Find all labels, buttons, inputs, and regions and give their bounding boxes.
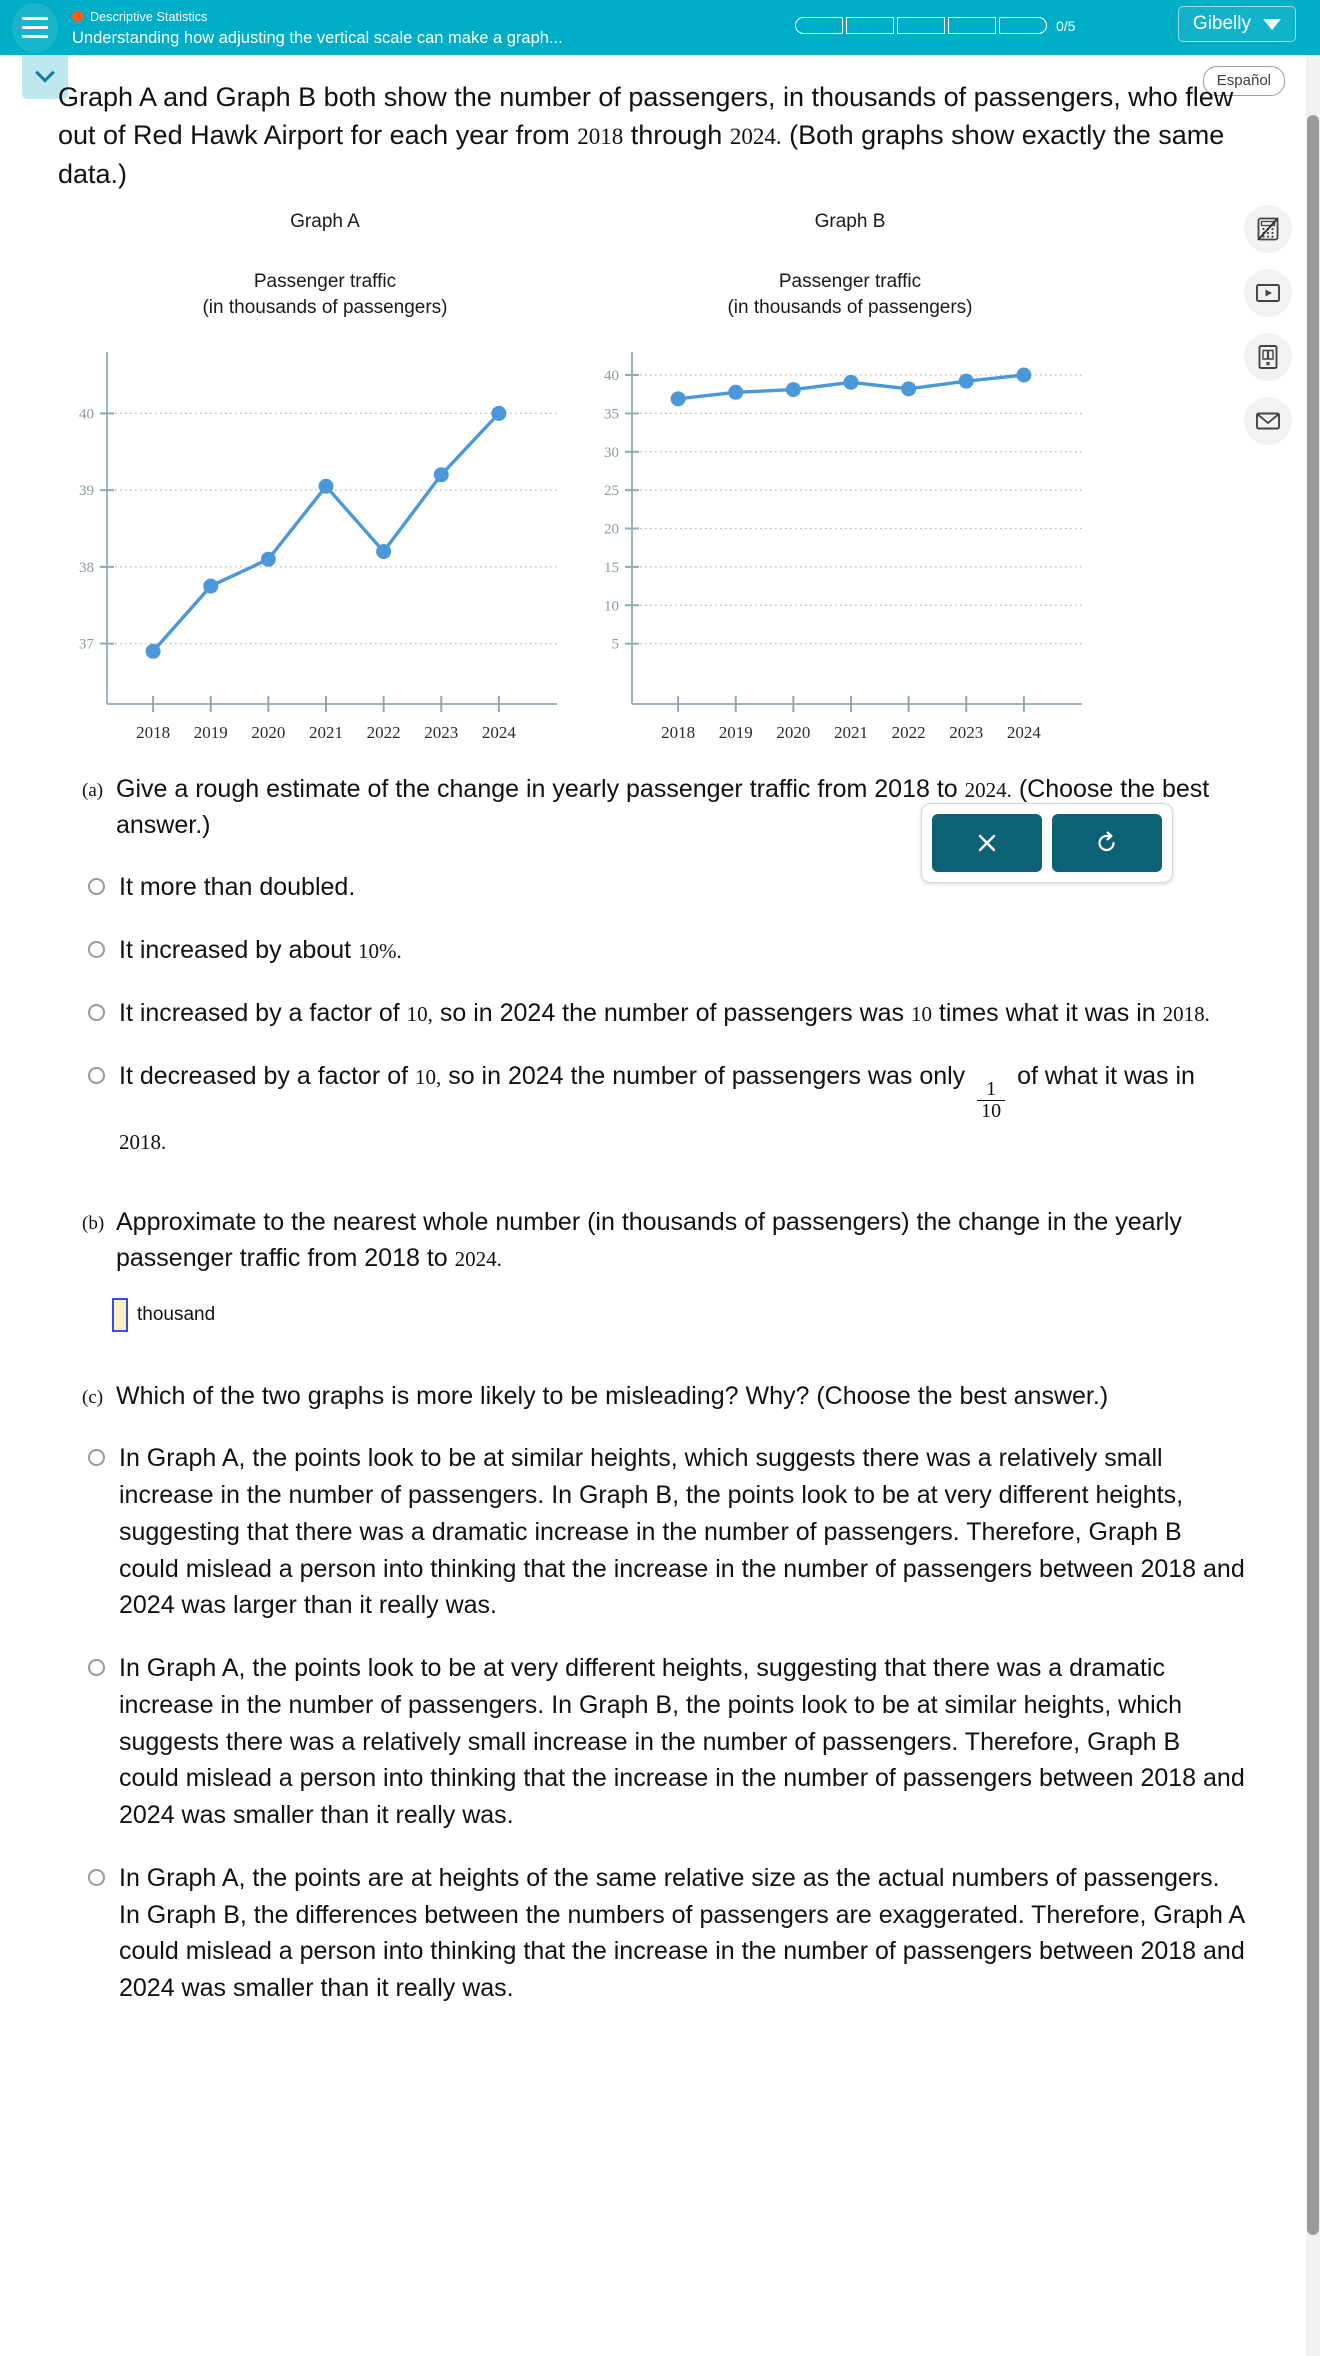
svg-text:2023: 2023	[424, 723, 459, 743]
choice-a-1-label: It more than doubled.	[119, 873, 356, 902]
svg-text:2024: 2024	[481, 723, 516, 743]
graph-b-svg	[570, 334, 1100, 764]
espanol-button[interactable]: Español	[1203, 66, 1285, 96]
radio-icon[interactable]	[88, 1449, 105, 1466]
question-a-year: 2024.	[964, 777, 1012, 802]
choice-a-2-label	[119, 932, 1246, 969]
radio-icon[interactable]	[88, 878, 105, 895]
choice-a-4-label	[119, 1058, 1246, 1160]
question-b-text	[116, 1204, 1246, 1277]
progress-indicator	[795, 17, 1075, 34]
graph-a-title-line2: (in thousands of passengers)	[202, 296, 448, 318]
question-b-text-2: passengers) the change in the yearly passenger traffic	[116, 1207, 1182, 1272]
choice-c-2-label: In Graph A, the points look to be at very different heights, suggesting that there was a dramatic increase in the number of passengers. In Graph B, the points look to be at similar heights, which suggests there was a relatively small increase in the number of passengers. Therefore, Graph B could mislead a person into thinking that the increase in the number of passengers between 2018 and 2024 was smaller than it really was.	[119, 1654, 1245, 1830]
choice-a-3[interactable]	[82, 995, 1246, 1032]
progress-pip	[948, 17, 996, 34]
choice-a-3-post: so in 2024 the number of passengers was	[432, 998, 911, 1027]
choice-c-3[interactable]	[82, 1860, 1246, 2007]
svg-text:2020: 2020	[776, 723, 811, 743]
graph-b-plot	[570, 334, 1130, 764]
choice-a-3-num: 10,	[406, 1001, 433, 1026]
question-b-text-3: from 2018 to	[307, 1243, 455, 1272]
prompt-line-3a: year from	[455, 120, 578, 151]
svg-text:2022: 2022	[366, 723, 401, 743]
page-scrollbar-thumb[interactable]	[1307, 115, 1319, 2235]
svg-text:2023: 2023	[949, 723, 984, 743]
header-titles	[72, 8, 563, 48]
question-c	[82, 1378, 1246, 2007]
graphs-area	[0, 211, 1306, 771]
choice-c-2[interactable]	[82, 1650, 1246, 1834]
radio-icon[interactable]	[88, 1004, 105, 1021]
svg-text:38: 38	[79, 560, 94, 577]
question-b-tag: (b)	[82, 1212, 105, 1234]
prompt-line-1: Graph A and Graph B both show the number of passengers, in	[58, 82, 804, 112]
question-a-text-2: traffic from 2018 to	[749, 774, 965, 803]
graph-b-title-line1: Passenger traffic	[778, 270, 922, 292]
question-a-text-3: (Choose the best answer.)	[116, 774, 1210, 840]
page-scrollbar-track[interactable]	[1306, 55, 1320, 2356]
progress-pip	[846, 17, 894, 34]
course-name: Descriptive Statistics	[90, 9, 208, 24]
choice-c-1[interactable]	[82, 1440, 1246, 1624]
choice-a-4-post2: of what it was in	[1010, 1061, 1195, 1090]
svg-text:2022: 2022	[891, 723, 926, 743]
fraction-numerator: 1	[986, 1077, 997, 1100]
svg-text:10: 10	[604, 598, 619, 615]
graph-a-title	[45, 269, 605, 320]
choice-a-4-pre: It decreased by a factor of	[119, 1061, 415, 1090]
progress-pip	[795, 17, 843, 34]
svg-text:2020: 2020	[251, 723, 286, 743]
svg-text:40: 40	[604, 368, 619, 385]
graph-a-label: Graph A	[290, 210, 360, 232]
choice-a-2[interactable]	[82, 932, 1246, 969]
choice-a-3-pre: It increased by a factor of	[119, 998, 407, 1027]
undo-answer-button[interactable]	[1052, 814, 1162, 872]
choice-a-2-num: 10%.	[358, 939, 402, 964]
choice-a-4-num3: 2018.	[119, 1129, 167, 1154]
choice-c-1-label: In Graph A, the points look to be at similar heights, which suggests there was a relatively small increase in the number of passengers. In Graph B, the points look to be at very different heights, suggesting that there was a dramatic increase in the number of passengers. Therefore, Graph B could mislead a person into thinking that the increase in the number of passengers between 2018 and 2024 was larger than it really was.	[119, 1444, 1245, 1620]
answer-action-panel	[921, 803, 1173, 883]
answer-unit-b: thousand	[137, 1304, 216, 1326]
svg-text:30: 30	[604, 445, 619, 462]
prompt-line-2: thousands of passengers, who flew out of Red Hawk Airport for each	[58, 82, 1234, 151]
svg-text:2019: 2019	[193, 723, 228, 743]
prompt-line-3c: (Both graphs show exactly the same data.)	[58, 120, 1225, 189]
progress-pip	[897, 17, 945, 34]
svg-text:20: 20	[604, 521, 619, 538]
radio-icon[interactable]	[88, 1869, 105, 1886]
choice-a-3-num3: 2018.	[1162, 1001, 1210, 1026]
question-c-tag: (c)	[82, 1387, 104, 1409]
course-row	[72, 8, 563, 26]
svg-text:2021: 2021	[834, 723, 868, 743]
svg-text:2018: 2018	[136, 723, 171, 743]
graph-b-label: Graph B	[814, 210, 886, 232]
graph-a-svg	[45, 334, 575, 764]
hamburger-menu-icon[interactable]	[12, 3, 58, 53]
graph-a	[45, 211, 605, 764]
question-c-text-2: Why? (Choose the best answer.)	[745, 1382, 1109, 1411]
graph-a-title-line1: Passenger traffic	[253, 270, 397, 292]
progress-count: 0/5	[1056, 17, 1076, 34]
choice-a-3-label	[119, 995, 1246, 1032]
choice-a-4-num: 10,	[415, 1064, 442, 1089]
svg-text:2019: 2019	[718, 723, 753, 743]
radio-icon[interactable]	[88, 941, 105, 958]
radio-icon[interactable]	[88, 1067, 105, 1084]
choice-a-3-num2: 10	[910, 1001, 932, 1026]
question-c-text	[116, 1378, 1246, 1414]
fraction-one-tenth	[977, 1079, 1005, 1123]
clear-answer-button[interactable]	[932, 814, 1042, 872]
user-name: Gibelly	[1192, 13, 1251, 34]
question-prompt	[58, 78, 1246, 193]
svg-text:37: 37	[79, 636, 94, 653]
choice-a-4[interactable]	[82, 1058, 1246, 1160]
choice-a-4-post: so in 2024 the number of passengers was only	[441, 1061, 973, 1090]
svg-text:2021: 2021	[309, 723, 343, 743]
question-c-text-1: Which of the two graphs is more likely to be misleading?	[116, 1382, 739, 1411]
question-a-text-1: Give a rough estimate of the change in yearly passenger	[116, 774, 743, 803]
svg-text:40: 40	[79, 406, 94, 423]
progress-pip	[999, 17, 1047, 34]
question-a-tag: (a)	[82, 779, 104, 801]
graph-b-title-line2: (in thousands of passengers)	[727, 296, 973, 318]
refresh-icon	[1094, 830, 1120, 856]
lesson-title: Understanding how adjusting the vertical scale can make a graph...	[72, 28, 563, 47]
question-b-year: 2024.	[454, 1246, 502, 1271]
question-c-header	[82, 1378, 1246, 1414]
svg-text:15: 15	[604, 560, 619, 577]
choice-a-3-post2: times what it was in	[931, 998, 1163, 1027]
answer-row-b	[112, 1298, 1246, 1332]
radio-icon[interactable]	[88, 1659, 105, 1676]
record-dot-icon	[72, 11, 83, 22]
lesson-content	[0, 55, 1306, 2007]
svg-text:39: 39	[79, 483, 94, 500]
choice-c-3-label: In Graph A, the points are at heights of the same relative size as the actual numbers of passengers. In Graph B, the differences between the numbers of passengers are exaggerated. Therefore, Graph A could mislead a person into thinking that the increase in the number of passengers between 2018 and 2024 was smaller than it really was.	[119, 1863, 1245, 2003]
svg-text:35: 35	[604, 406, 619, 423]
question-b-text-1: Approximate to the nearest whole number (in thousands of	[116, 1207, 765, 1236]
svg-text:2024: 2024	[1006, 723, 1041, 743]
app-header	[0, 0, 1320, 55]
prompt-line-3b: through	[623, 120, 730, 151]
answer-input-b[interactable]	[112, 1298, 128, 1332]
graph-b	[570, 211, 1130, 764]
chevron-down-icon	[1263, 19, 1281, 30]
question-b	[82, 1204, 1246, 1333]
question-b-header	[82, 1204, 1246, 1277]
svg-text:25: 25	[604, 483, 619, 500]
choice-a-2-pre: It increased by about	[119, 936, 359, 965]
user-menu-button[interactable]	[1178, 6, 1296, 42]
graph-a-plot	[45, 334, 605, 764]
graph-b-title	[570, 269, 1130, 320]
prompt-year-end: 2024.	[729, 124, 782, 150]
svg-text:2018: 2018	[661, 723, 696, 743]
progress-pips	[795, 17, 1047, 34]
prompt-year-start: 2018	[577, 124, 624, 150]
svg-text:5: 5	[611, 636, 619, 653]
fraction-denominator: 10	[977, 1100, 1005, 1123]
close-icon	[974, 830, 1000, 856]
